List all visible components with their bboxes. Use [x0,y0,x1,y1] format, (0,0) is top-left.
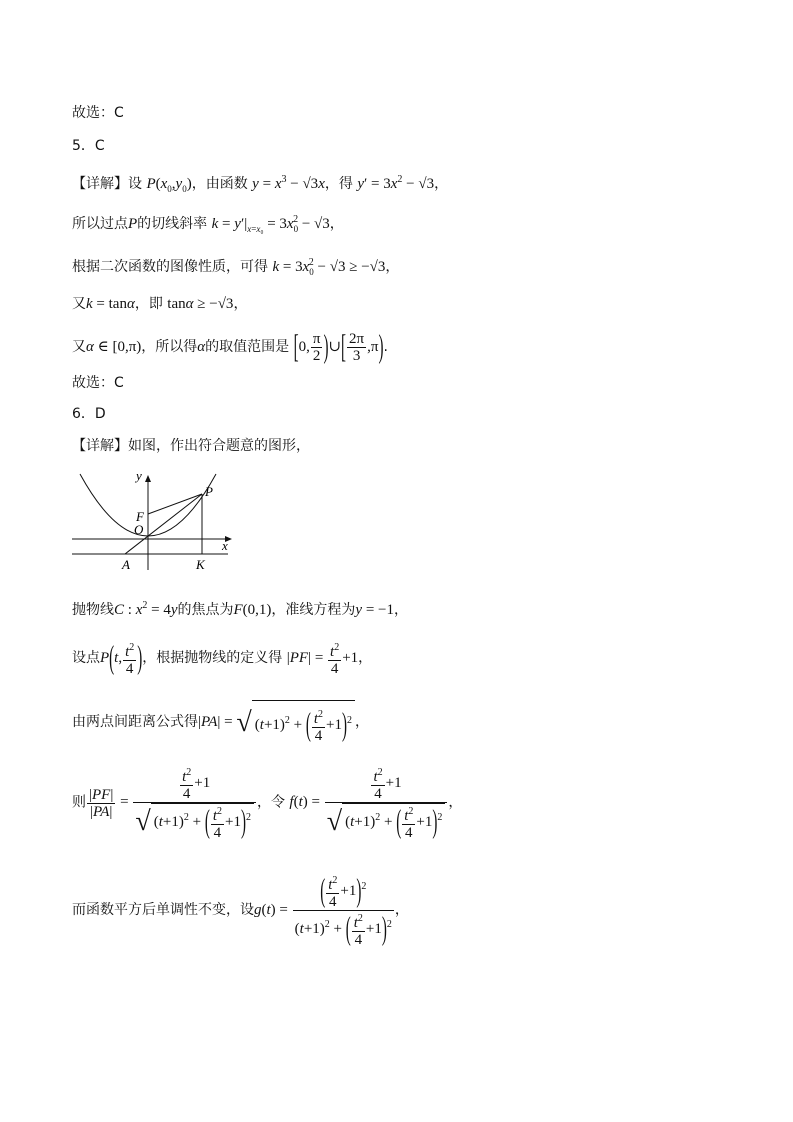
detail-line-q5-5 [72,330,388,365]
text: 的取值范围是 [205,339,290,355]
text: 的焦点为 [177,602,234,618]
math-inequality: $k = 3x_0^2 - √3 \ge -√3$ [272,257,386,277]
answer-line-1 [72,104,124,122]
text: ，令 [256,794,285,811]
text: ， [394,602,409,618]
segment-pf [148,494,202,514]
label-a: A [122,557,130,572]
math-pf: |PF| = $\frac{t^2}{4}$ +1 [286,642,359,677]
text: 所以过点 [72,216,128,232]
text: 则 [72,794,86,811]
label-f: F [136,509,144,524]
text: 又 [72,339,86,355]
question-number: 5．C [72,138,105,154]
math-directrix: y = −1 [355,602,395,618]
answer-text: 故选：C [72,105,124,121]
detail-line-q6-6 [72,870,409,950]
math-point-p: $P(x_0,y_0)$ [146,176,192,194]
text: ，即 [134,296,163,312]
label-k: K [196,557,205,572]
question-6-header [72,405,106,423]
text: . [383,339,388,355]
text: ， [448,794,463,811]
text: ，由函数 [191,176,248,192]
detail-line-q5-1 [72,171,448,198]
parabola-figure [70,466,242,574]
detail-line-q5-4 [72,295,247,313]
label-o: O [134,522,144,537]
label-y: y [136,468,142,483]
text: ，准线方程为 [271,602,356,618]
math-alpha: α [197,339,206,355]
text: ， [434,176,449,192]
detail-label: 【详解】 [72,176,128,192]
detail-line-q6-2 [72,597,408,619]
math-parabola: C : $x^2 = 4y$ [114,600,178,618]
math-function: $y = x^3 - √3x$ [252,174,325,192]
math-result-interval: [0, $\frac{\pi}{2}$ )∪[ $\frac{2\pi}{3}$ ,π) [293,329,384,366]
math-tan-ineq: tanα ≥ −√3 [167,296,234,312]
text: ， [385,259,400,275]
text: 设 [128,176,142,192]
math-ratio: $\frac{|PF|}{|PA|}$ = $\frac{t^2}{4}$ +1 √ $(t+1)^2$ + ( $\frac{t^2}{4}$ +1)$^2$ [86,794,257,810]
detail-line-q5-2 [72,211,344,238]
text: ，根据抛物线的定义得 [142,649,283,666]
detail-line-q6-3 [72,640,372,677]
text: ， [355,714,370,731]
math-point-p-t: P(t, $\frac{t^2}{4}$ ) [100,640,143,677]
math-p: P [128,216,138,232]
text: 设点 [72,649,100,666]
text: 又 [72,296,86,312]
math-slope: $k = y'|_{x=x_0} = 3x_0^2 - √3$ [211,214,330,234]
math-tan: k = tanα [86,296,135,312]
text: 的切线斜率 [137,216,208,232]
text: ， [394,902,409,918]
text: ， [329,216,344,232]
text: ， [358,649,373,666]
detail-line-q6-5 [72,765,462,841]
label-p: P [205,484,213,499]
answer-line-2 [72,374,124,392]
text: 如图，作出符合题意的图形， [128,438,310,454]
detail-line-q6-1 [72,437,310,455]
text: ，所以得 [141,339,198,355]
text: 而函数平方后单调性不变，设 [72,902,254,918]
math-g-t: g(t) = ( $\frac{t^2}{4}$ +1)$^2$ $(t+1)^2$ + ( $\frac{t^2}{4}$ +1)$^2$ [254,873,392,949]
text: ，得 [324,176,353,192]
text: 抛物线 [72,602,114,618]
text: ， [233,296,248,312]
math-focus: F(0,1) [233,602,272,618]
question-5-header [72,137,105,155]
detail-line-q5-3 [72,254,399,281]
text: 根据二次函数的图像性质，可得 [72,259,268,275]
question-number: 6．D [72,406,106,422]
y-axis-arrow-icon [145,475,151,482]
answer-text: 故选：C [72,375,124,391]
text: 由两点间距离公式得 [72,714,198,731]
detail-label: 【详解】 [72,438,128,454]
detail-line-q6-4 [72,700,369,746]
math-derivative: $y' = 3x^2 - √3$ [357,174,435,192]
label-x: x [222,538,228,553]
math-alpha-range: α ∈ [0,π) [86,339,142,355]
math-f-t: f(t) = $\frac{t^2}{4}$ +1 √ $(t+1)^2$ + ( $\frac{t^2}{4}$ +1)$^2$ [289,794,448,810]
math-pa: |PA| = √ $(t+1)^2$ + ( $\frac{t^2}{4}$ +1)$^2$ [198,714,355,730]
